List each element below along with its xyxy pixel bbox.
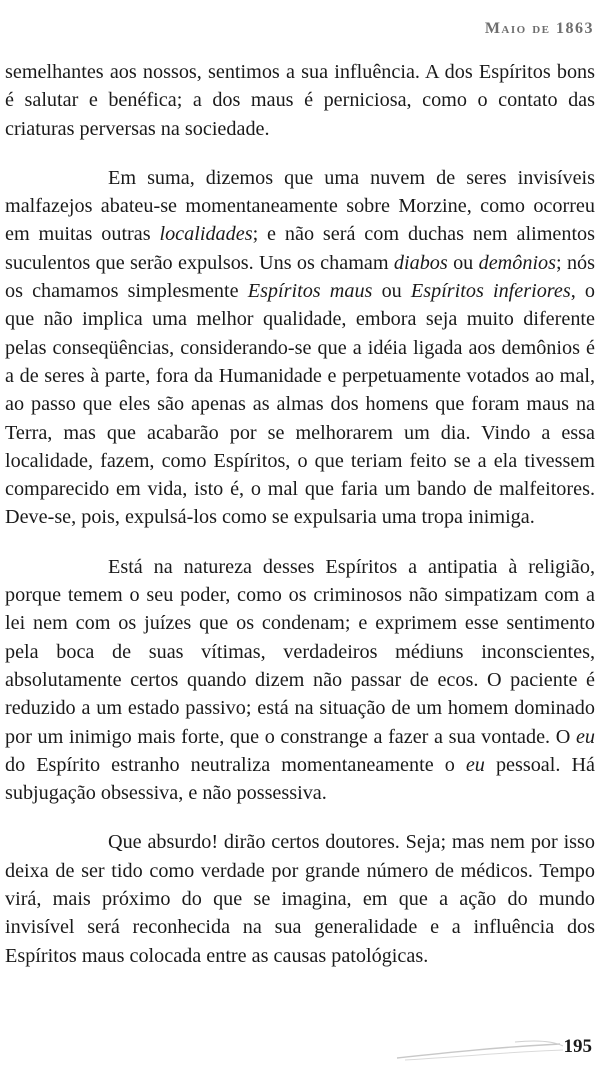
p2-italic-espiritos-inferiores: Espíritos inferiores bbox=[410, 280, 571, 303]
page-body bbox=[5, 58, 595, 991]
paragraph-4: Que absurdo! dirão certos doutores. Seja; mas nem por isso deixa de ser tido como verdade por grande número de médicos. Tempo virá, mais próximo do que se imagina, em que a ação do mundo invisível será reconhecida na sua generalidade e a influência dos Espíritos maus colocada entre as causas patológicas. bbox=[5, 831, 595, 967]
p2-italic-espiritos-maus: Espíritos maus bbox=[247, 280, 373, 303]
p2-text-e: ou bbox=[447, 251, 479, 274]
p2-italic-diabos: diabos bbox=[393, 251, 448, 274]
p2-text-i: ou bbox=[372, 280, 411, 303]
p3-text-a: Está na natureza desses Espíritos a antipatia à religião, porque temem o seu poder, como os criminosos não simpatizam com a lei nem com os juízes que os condenam; e exprimem esse sentimento pela boca de suas vítimas, verdadeiros médiuns inconscientes, absolutamente certos quando dizem não passar de ecos. O paciente é reduzido a um estado passivo; está na situação de um homem dominado por um inimigo mais forte, que o constrange a fazer a sua vontade. O bbox=[5, 555, 595, 748]
p3-italic-eu-2: eu bbox=[465, 753, 485, 776]
p2-text-k: , o que não implica uma melhor qualidade, embora seja muito diferente pelas conseqüências, considerando-se que a idéia ligada aos demônios é a de seres à parte, fora da Humanidade e perpetuamente votados ao mal, ao passo que eles são apenas as almas dos homens que foram maus na Terra, mas que acabarão por se melhorarem um dia. Vindo a essa localidade, fazem, como Espíritos, o que teriam feito se a ela tivessem comparecido em vida, isto é, o mal que faria um bando de malfeitores. Deve-se, pois, expulsá-los como se expulsaria uma tropa inimiga. bbox=[5, 280, 596, 529]
p3-text-e: pessoal. Há subjugação obsessiva, e não possessiva. bbox=[5, 753, 595, 805]
paragraph-3 bbox=[5, 553, 595, 808]
footer-flourish-ornament bbox=[395, 1038, 565, 1062]
running-header: Maio de 1863 bbox=[484, 20, 594, 37]
page-number: 195 bbox=[563, 1036, 592, 1057]
paragraph-2 bbox=[5, 164, 595, 532]
p2-text-a: Em suma, dizemos que uma nuvem de seres invisíveis malfazejos abateu-se momentaneamente sobre Morzine, como ocorreu em muitas outras bbox=[5, 166, 595, 246]
p2-text-c: ; e não será com duchas nem alimentos suculentos que serão expulsos. Uns os chamam bbox=[5, 223, 596, 274]
paragraph-1: semelhantes aos nossos, sentimos a sua influência. A dos Espíritos bons é salutar e benéfica; a dos maus é perniciosa, como o contato das criaturas perversas na sociedade. bbox=[5, 61, 595, 140]
p2-text-g: ; nós os chamamos simplesmente bbox=[5, 251, 596, 303]
p2-italic-localidades: localidades bbox=[159, 223, 253, 246]
p3-text-c: do Espírito estranho neutraliza momentaneamente o bbox=[5, 753, 466, 776]
p3-italic-eu-1: eu bbox=[575, 725, 595, 748]
p2-italic-demonios: demônios bbox=[478, 251, 557, 274]
